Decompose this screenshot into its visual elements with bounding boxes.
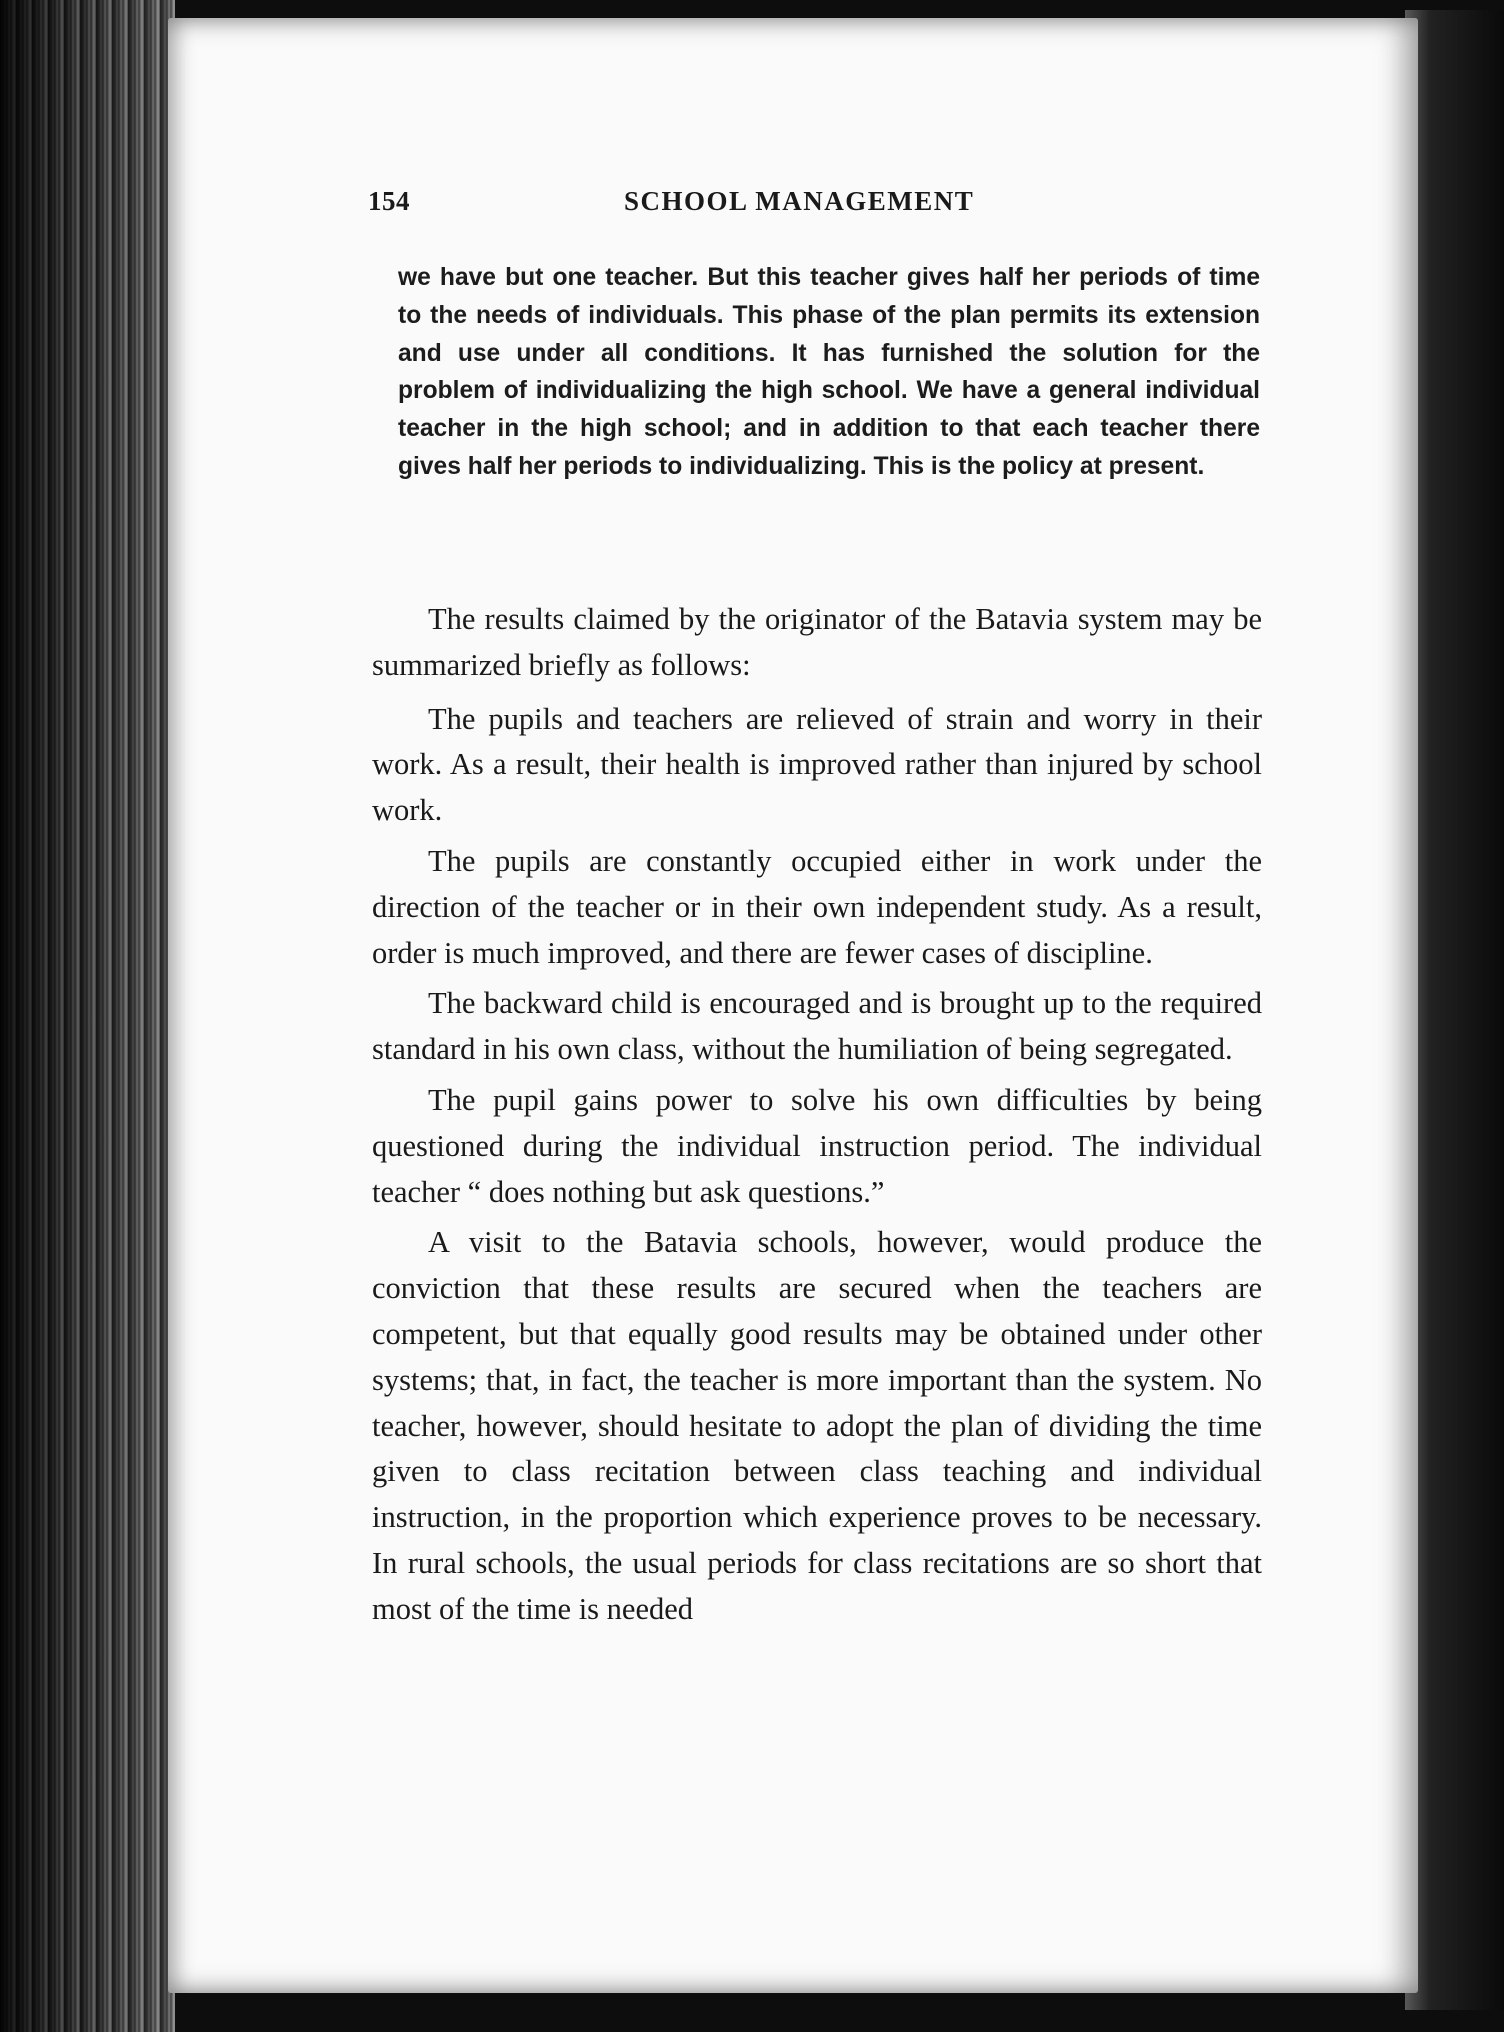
paragraph: The pupil gains power to solve his own difficulties by being questioned during the individual instruction period. The individual teacher “ does nothing but ask questions.” xyxy=(372,1082,1262,1209)
running-head: SCHOOL MANAGEMENT xyxy=(624,186,975,216)
page-header xyxy=(368,186,1268,226)
page-number: 154 xyxy=(368,186,410,216)
paragraph: The pupils are constantly occupied either in work under the direction of the teacher or in their own independent study. As a result, order is much improved, and there are fewer cases of discipline. xyxy=(372,843,1262,970)
paragraph: The backward child is encouraged and is brought up to the required standard in his own class, without the humiliation of being segregated. xyxy=(372,986,1262,1067)
body-text xyxy=(372,597,1262,1638)
block-quote: we have but one teacher. But this teacher gives half her periods of time to the needs of individuals. This phase of the plan permits its extension and use under all conditions. It has furnished the solution for the problem of individualizing the high school. We have a general individual teacher in the high school; and in addition to that each teacher there gives half her periods to individualizing. This is the policy at present. xyxy=(398,264,1260,480)
scan-background xyxy=(1405,10,1504,2010)
paragraph: A visit to the Batavia schools, however, would produce the conviction that these results are secured when the teachers are competent, but that equally good results may be obtained under other systems; that, in fact, the teacher is more important than the system. No teacher, however, should hesitate to adopt the plan of dividing the time given to class recitation between class teaching and individual instruction, in the proportion which experience proves to be necessary. In rural schools, the usual periods for class recitations are so short that most of the time is needed xyxy=(372,1225,1262,1626)
paragraph: The pupils and teachers are relieved of strain and worry in their work. As a result, their health is improved rather than injured by school work. xyxy=(372,701,1262,828)
paragraph: The results claimed by the originator of the Batavia system may be summarized briefly as follows: xyxy=(372,602,1262,682)
book-page-edges xyxy=(0,0,175,2032)
